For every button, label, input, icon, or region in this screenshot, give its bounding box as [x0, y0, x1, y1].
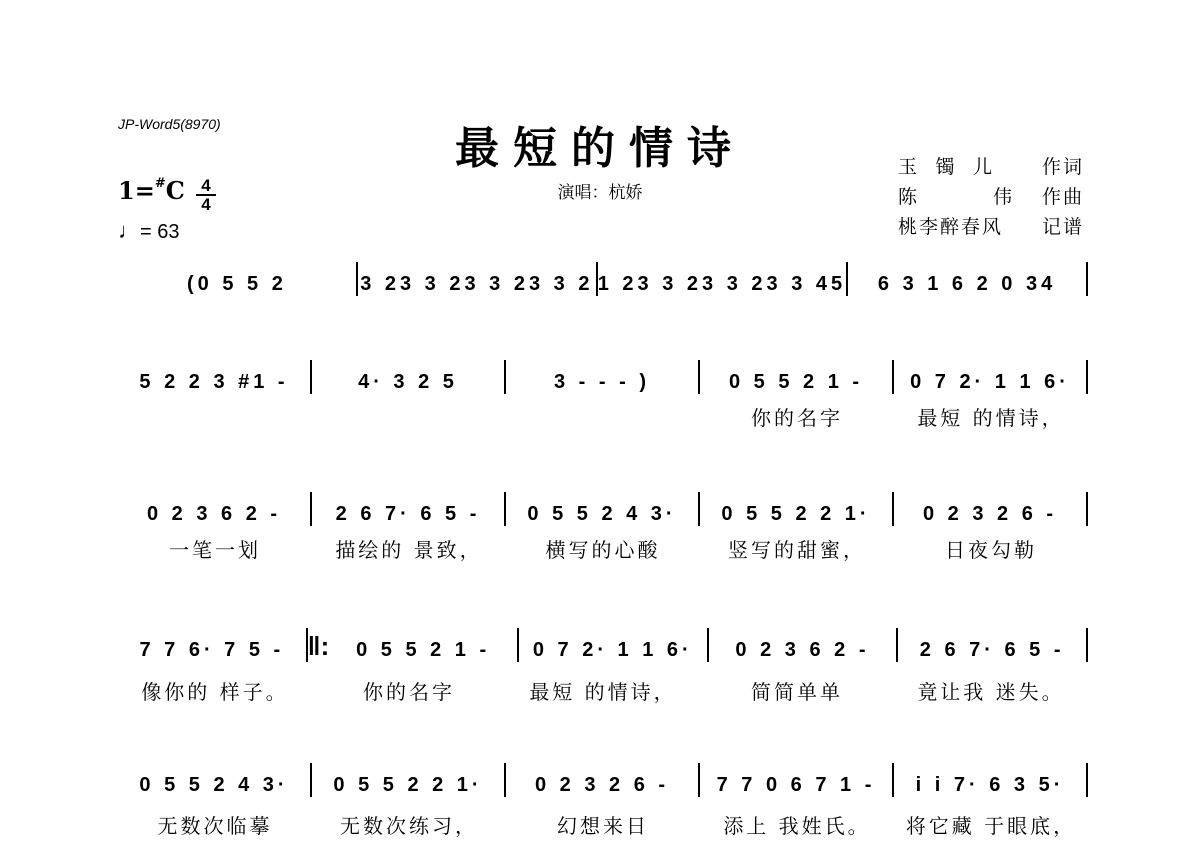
- lyric-phrase: 简简单单: [751, 680, 843, 704]
- measure: 0 2 3 2 6 -: [922, 503, 1058, 525]
- lyric-phrase: 添上 我姓氏。: [723, 814, 871, 838]
- measure: 5 2 2 3 #1 -: [139, 371, 289, 393]
- transcriber-role: 记谱: [1041, 216, 1084, 238]
- measure: 0 2 3 6 2 -: [146, 503, 282, 525]
- lyrics-line: [118, 534, 1088, 563]
- measure: 0 5 5 2 2 1·: [333, 774, 483, 796]
- lyric-phrase: [506, 402, 700, 431]
- key-prefix: 1=: [118, 176, 155, 205]
- measure: i i 7· 6 3 5·: [915, 774, 1065, 796]
- lyric-phrase: [118, 402, 312, 431]
- lyric-phrase: 像你的 样子。: [141, 680, 289, 704]
- lyric-phrase: 描绘的 景致，: [335, 538, 483, 562]
- lyricist-name-char: 儿: [972, 156, 994, 178]
- lyric-phrase: 你的名字: [363, 680, 455, 704]
- measure: 1 23 3 23 3 23 3 45: [597, 273, 847, 295]
- lyric-phrase: [312, 402, 506, 431]
- measure: 0 7 2· 1 1 6·: [910, 371, 1070, 393]
- measure: 0 5 5 2 1 -: [356, 639, 491, 661]
- singer-label: 演唱：杭娇: [557, 183, 643, 203]
- lyricist-credit: [898, 152, 1084, 179]
- lyric-phrase: 竟让我 迷失。: [917, 680, 1065, 704]
- lyric-phrase: 将它藏 于眼底，: [905, 814, 1077, 838]
- measure: 7 7 6· 7 5 -: [139, 639, 285, 661]
- music-line: [118, 628, 1088, 662]
- composer-name-char: 陈: [898, 186, 920, 208]
- measure: 4· 3 2 5: [358, 371, 458, 393]
- measure: 2 6 7· 6 5 -: [335, 503, 481, 525]
- measure: 0 5 5 2 4 3·: [139, 774, 289, 796]
- music-line: [118, 492, 1088, 526]
- lyric-phrase: 无数次临摹: [157, 814, 273, 838]
- quarter-note-icon: ♩: [118, 218, 140, 243]
- lyric-phrase: 幻想来日: [557, 814, 649, 838]
- lyrics-line: [118, 676, 1088, 705]
- measure: 0 2 3 6 2 -: [735, 639, 870, 661]
- transcriber-name: 桃李醉春风: [898, 216, 1004, 238]
- barline: [1086, 262, 1088, 296]
- measure: 7 7 0 6 7 1 -: [716, 774, 876, 796]
- song-title: 最短的情诗: [455, 123, 745, 174]
- sharp-symbol: #: [154, 176, 166, 191]
- measure: 0 5 5 2 2 1·: [721, 503, 871, 525]
- composer-name-char: 伟: [992, 186, 1014, 208]
- lyricist-role: 作词: [1041, 156, 1084, 178]
- measure: 0 7 2· 1 1 6·: [532, 639, 693, 661]
- transcriber-credit: [898, 212, 1084, 239]
- lyric-phrase: 竖写的甜蜜，: [728, 538, 866, 562]
- repeat-start-sign: ‖:: [307, 631, 330, 661]
- measure: 0 2 3 2 6 -: [534, 774, 670, 796]
- measure: 0 5 5 2 1 -: [728, 371, 864, 393]
- barline: [1086, 360, 1088, 394]
- music-line: [118, 763, 1088, 797]
- music-line: [118, 262, 1088, 296]
- measure: 0 5 5 2 4 3·: [527, 503, 677, 525]
- measure: 3 - - - ): [554, 371, 650, 393]
- lyric-phrase: 最短 的情诗，: [917, 406, 1065, 430]
- lyric-phrase: 你的名字: [751, 406, 843, 430]
- lyrics-line: [118, 810, 1088, 839]
- time-signature-top: 4: [201, 176, 211, 195]
- lyricist-name-char: 玉: [898, 156, 920, 178]
- composer-credit: [898, 182, 1084, 209]
- tempo-value: = 63: [140, 221, 180, 243]
- measure: (0 5 5 2: [187, 273, 287, 295]
- time-signature: [196, 177, 216, 213]
- lyric-phrase: 最短 的情诗，: [529, 680, 677, 704]
- lyric-phrase: 日夜勾勒: [945, 538, 1037, 562]
- measure: 2 6 7· 6 5 -: [919, 639, 1065, 661]
- music-line: [118, 360, 1088, 394]
- composer-role: 作曲: [1041, 186, 1084, 208]
- time-signature-bottom: 4: [196, 194, 216, 213]
- measure: 6 3 1 6 2 0 34: [877, 273, 1057, 295]
- lyrics-line: [118, 402, 1088, 431]
- barline: [1086, 492, 1088, 526]
- software-label: JP-Word5(8970): [118, 116, 221, 132]
- key-note: C: [165, 176, 185, 205]
- lyric-phrase: 横写的心酸: [545, 538, 661, 562]
- tempo-marking: [118, 218, 179, 244]
- barline: [1086, 628, 1088, 662]
- barline: [1086, 763, 1088, 797]
- lyric-phrase: 一笔一划: [169, 538, 261, 562]
- lyric-phrase: 无数次练习，: [340, 814, 478, 838]
- key-signature: [118, 176, 185, 205]
- lyricist-name-char: 镯: [935, 156, 957, 178]
- measure: 3 23 3 23 3 23 3 2: [360, 273, 594, 295]
